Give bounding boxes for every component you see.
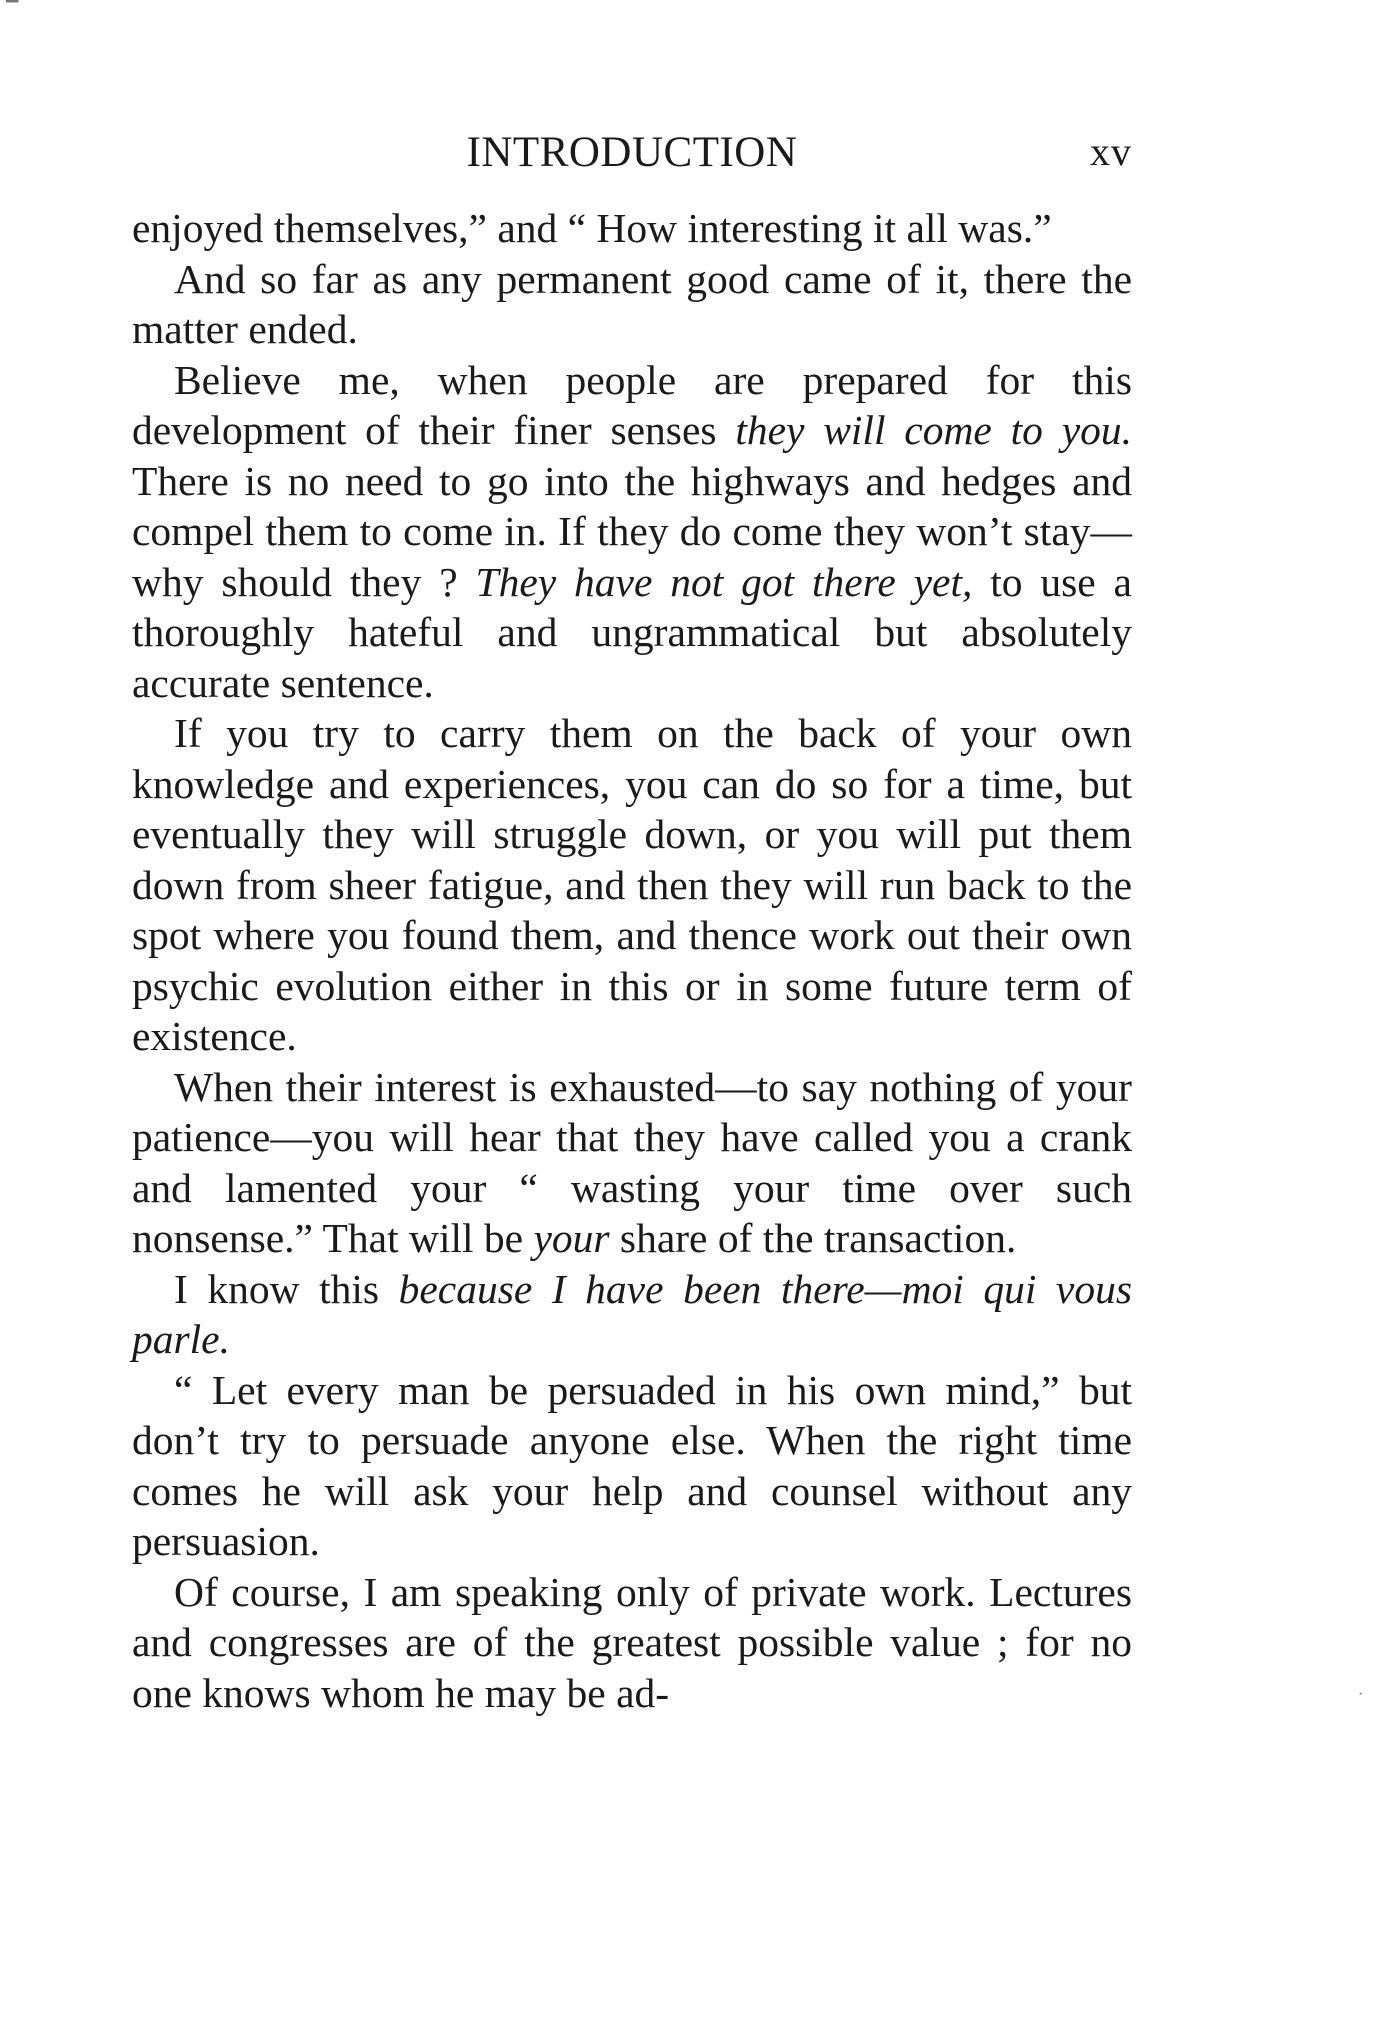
italic-run: your [533,1215,610,1261]
paragraph [132,355,1132,709]
text-run: to use a thoroughly hateful and ungrammatical but absolutely accurate sentence. [132,558,1132,706]
scan-edge-mark: ▔ [6,2,19,19]
text-run: enjoyed themselves,” and “ How interesting it all was.” [132,205,1052,251]
italic-run: because I have been there—moi qui vous parle. [132,1265,1133,1362]
paragraph [132,1264,1132,1365]
italic-run: they will come to you. [735,407,1132,453]
body-text [132,203,1132,1718]
text-run: Of course, I am speaking only of private work. Lectures and congresses are of the greatest possible value ; for no one knows whom he may be ad- [132,1568,1132,1716]
paragraph [132,254,1132,355]
text-run: I know this [174,1265,399,1312]
text-run: If you try to carry them on the back of your own knowledge and experiences, you can do so for a time, but eventually they will struggle down, or you will put them down from sheer fatigue, and then they will run back to the spot where you found them, and thence work out their own psychic evolution either in this or in some future term of existence. [132,710,1132,1059]
running-head [132,128,1132,178]
text-run: “ Let every man be persuaded in his own mind,” but don’t try to persuade anyone else. When the right time comes he will ask your help and counsel without any persuasion. [132,1366,1132,1564]
text-run: Believe me, when people are prepared for this development of their finer senses [132,356,1132,453]
paragraph [132,1365,1132,1567]
paragraph [132,1062,1132,1264]
scan-speck: · [1358,1686,1364,1703]
paragraph [132,1567,1132,1719]
page-number: xv [1090,129,1132,174]
chapter-title: INTRODUCTION [466,129,798,176]
italic-run: They have not got there yet, [475,558,973,605]
text-run: There is no need to go into the highways and hedges and compel them to come in. If they do come they won’t stay—why should they ? [132,457,1132,605]
text-run: When their interest is exhausted—to say nothing of your patience—you will hear that they have called you a crank and lamented your “ wasting your time over such nonsense.” That will be [132,1063,1132,1261]
paragraph [132,708,1132,1062]
text-run: share of the transaction. [609,1215,1017,1261]
paragraph [132,203,1132,254]
text-run: And so far as any permanent good came of it, there the matter ended. [132,255,1132,352]
